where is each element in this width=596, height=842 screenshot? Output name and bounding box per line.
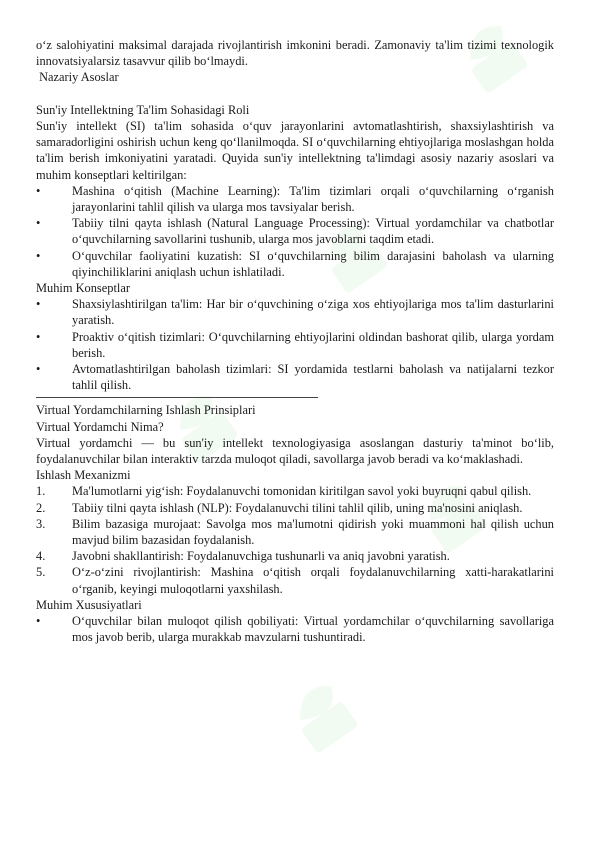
list-item [36,248,554,280]
horizontal-divider [36,397,318,398]
bullet-marker: • [36,362,41,377]
list-item [36,329,554,361]
bullet-marker: • [36,614,41,629]
heading-virtual-nima: Virtual Yordamchi Nima? [36,419,164,434]
bullet-marker: • [36,183,41,198]
bullet-list-3 [36,613,554,645]
paragraph-virtual: Virtual yordamchi — bu sun'iy intellekt texnologiyasiga asoslangan dasturiy ta'minot bo‘lib, foydalanuvchilar bilan interaktiv tarzda muloqot qiladi, savollarga javob beradi va ko‘maklashadi. [36,435,554,467]
list-item-text: O‘quvchilar faoliyatini kuzatish: SI o‘quvchilarning bilim darajasini baholash va ularning qiyinchiliklarini aniqlash uchun ishlatiladi. [72,248,554,279]
list-item [36,361,554,393]
list-item-text: Mashina o‘qitish (Machine Learning): Ta'lim tizimlari orqali o‘quvchilarning o‘rganish jarayonlarini tahlil qilish va ularga mos tavsiyalar berish. [72,183,554,215]
heading-muhim-xususiyatlari: Muhim Xususiyatlari [36,597,142,612]
list-item-text: Proaktiv o‘qitish tizimlari: O‘quvchilarning ehtiyojlarini oldindan bashorat qilib, ularga yordam berish. [72,329,554,360]
heading-si-roli: Sun'iy Intellektning Ta'lim Sohasidagi Roli [36,102,250,117]
list-item [36,564,554,596]
list-item-text: Javobni shakllantirish: Foydalanuvchiga tushunarli va aniq javobni yaratish. [72,549,450,564]
list-item-text: Ma'lumotlarni yig‘ish: Foydalanuvchi tomonidan kiritilgan savol yoki buyruqni qabul qilish. [72,484,532,499]
list-item-text: O‘z-o‘zini rivojlantirish: Mashina o‘qitish orqali foydalanuvchilarning xatti-harakatlarini o‘rganib, keyingi muloqotlarni yaxshilash. [72,565,554,596]
list-item [36,500,554,516]
list-item [36,483,554,499]
list-item-text: Bilim bazasiga murojaat: Savolga mos ma'lumotni qidirish yoki muammoni hal qilish uchun mavjud bilim bazasidan foydalanish. [72,516,554,548]
list-item-text: Tabiiy tilni qayta ishlash (Natural Language Processing): Virtual yordamchilar va chatbotlar o‘quvchilarning savollarini tushunib, ularga mos javoblarni taqdim etadi. [72,216,554,247]
bullet-marker: • [36,248,41,263]
list-item [36,296,554,328]
book-leaf-icon [286,679,359,754]
paragraph-intro: o‘z salohiyatini maksimal darajada rivojlantirish imkonini beradi. Zamonaviy ta'lim tizimi texnologik innovatsiyalarsiz tasavvur qilib bo‘lmaydi. [36,38,554,69]
list-number: 2. [36,500,46,515]
list-number: 1. [36,484,46,499]
bullet-list-1 [36,183,554,280]
bullet-marker: • [36,216,41,231]
list-item [36,516,554,548]
heading-virtual-prinsiplar: Virtual Yordamchilarning Ishlash Prinsiplari [36,403,256,418]
list-item-text: O‘quvchilar bilan muloqot qilish qobiliyati: Virtual yordamchilar o‘quvchilarning savollariga mos javob berib, ularga murakkab mavzularni tushuntiradi. [72,614,554,645]
document-body [36,37,554,646]
heading-nazariy-asoslar: Nazariy Asoslar [36,70,119,85]
paragraph-si: Sun'iy intellekt (SI) ta'lim sohasida o‘quv jarayonlarini avtomatlashtirish, shaxsiylashtirish va samaradorligini oshirish uchun keng qo‘llanilmoqda. SI o‘quvchilarning ehtiyojlariga moslashgan holda ta'lim berish imkoniyatini yaratadi. Quyida sun'iy intellektning ta'limdagi asosiy nazariy asoslari va muhim konseptlari keltirilgan: [36,119,554,182]
bullet-marker: • [36,329,41,344]
bullet-list-2 [36,296,554,393]
list-item [36,183,554,215]
list-number: 5. [36,565,46,580]
list-number: 4. [36,549,46,564]
numbered-list [36,483,554,596]
list-item-text: Shaxsiylashtirilgan ta'lim: Har bir o‘quvchining o‘ziga xos ehtiyojlariga mos ta'lim dasturlarini yaratish. [72,297,554,328]
list-item [36,613,554,645]
heading-ishlash-mexanizmi: Ishlash Mexanizmi [36,468,131,483]
list-item [36,548,554,564]
list-item-text: Avtomatlashtirilgan baholash tizimlari: SI yordamida testlarni baholash va natijalarni tezkor tahlil qilish. [72,362,554,393]
blank-line [36,86,554,102]
heading-muhim-konseptlar: Muhim Konseptlar [36,281,130,296]
list-number: 3. [36,516,46,531]
list-item [36,215,554,247]
bullet-marker: • [36,297,41,312]
list-item-text: Tabiiy tilni qayta ishlash (NLP): Foydalanuvchi tilini tahlil qilib, uning ma'nosini aniqlash. [72,500,523,515]
